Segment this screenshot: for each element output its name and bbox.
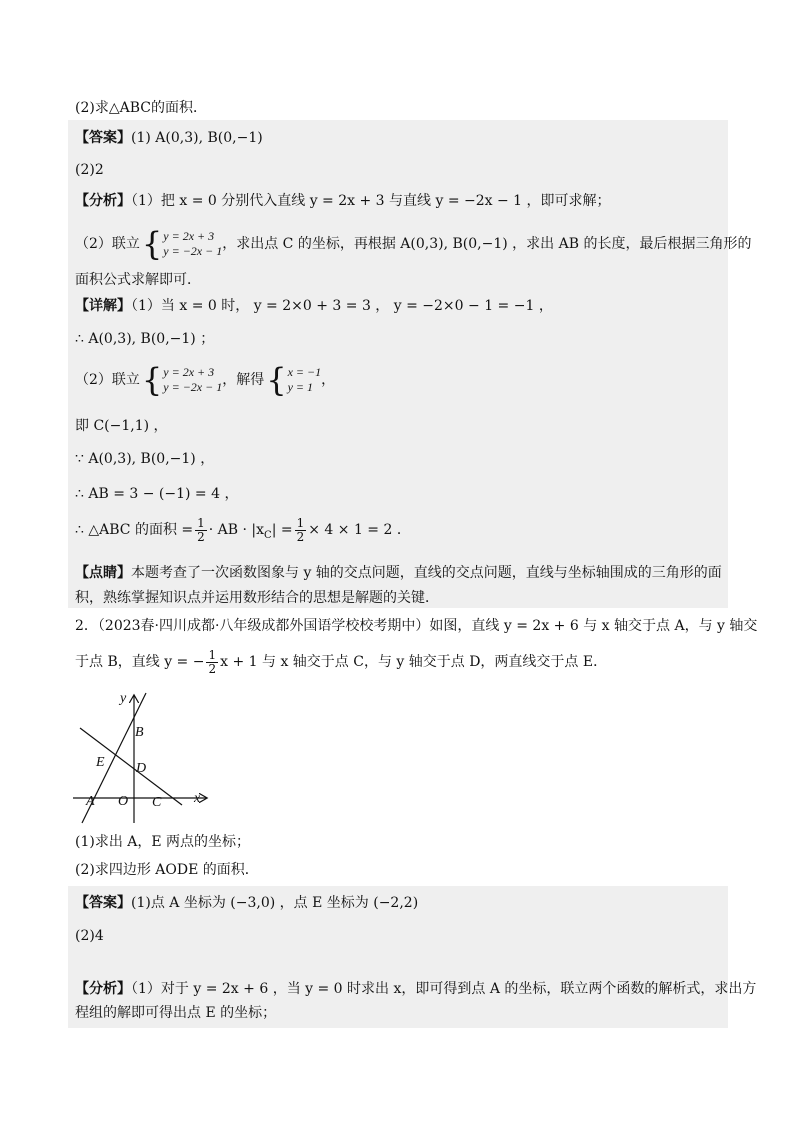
analysis-1-pre: （2）联立 bbox=[75, 236, 140, 252]
detail-1-line-2: ∴ A(0,3), B(0,−1) ； bbox=[75, 331, 215, 347]
answer-2-text: (1)点 A 坐标为 (−3,0) ，点 E 坐标为 (−2,2) bbox=[131, 895, 419, 911]
answer-2-line-2: (2)4 bbox=[75, 928, 104, 944]
comment-1-line-1 bbox=[75, 563, 722, 583]
coordinate-figure bbox=[68, 688, 228, 828]
answer-1-line-2: (2)2 bbox=[75, 162, 104, 178]
analysis-1-line-2: （2）联立{ y = 2x + 3 y = −2x − 1 ，求出点 C 的坐标，再根据 A(0,3), B(0,−1) ，求出 AB 的长度，最后根据三角形的 bbox=[75, 225, 752, 263]
answer-label: 【答案】 bbox=[75, 130, 131, 146]
point-origin-label: O bbox=[118, 794, 129, 809]
point-A-label: A bbox=[86, 794, 95, 809]
question-2-line-1: 2．（2023春·四川成都·八年级成都外国语学校校考期中）如图，直线 y = 2x + 6 与 x 轴交于点 A，与 y 轴交 bbox=[75, 618, 758, 634]
fraction-half-q2: $\frac{1}{2}$ bbox=[208, 647, 217, 676]
area-label: ∴ △ABC 的面积 = bbox=[75, 522, 194, 538]
prev-part-2: (2)求△ABC的面积． bbox=[75, 100, 207, 116]
detail-1-line-5: ∵ A(0,3), B(0,−1) ， bbox=[75, 451, 215, 467]
analysis-2-line-2: 程组的解即可得出点 E 的坐标； bbox=[75, 1005, 277, 1021]
analysis-2-text-1: （1）对于 y = 2x + 6 ，当 y = 0 时求出 x，即可得到点 A 的坐标，联立两个函数的解析式，求出方 bbox=[131, 981, 757, 997]
point-E-label: E bbox=[96, 755, 105, 770]
answer-2-label: 【答案】 bbox=[75, 895, 131, 911]
detail-1-line-4: 即 C(−1,1) ， bbox=[75, 418, 168, 434]
fraction-half: $\frac{1}{2}$ bbox=[197, 515, 205, 544]
answer-1-line-1 bbox=[75, 128, 263, 148]
analysis-1-text-1: （1）把 x = 0 分别代入直线 y = 2x + 3 与直线 y = −2x − 1 ，即可求解； bbox=[131, 193, 611, 209]
solve-word: ，解得 bbox=[222, 372, 265, 388]
question-2-part-2: (2)求四边形 AODE 的面积． bbox=[75, 862, 259, 878]
point-D-label: D bbox=[136, 761, 147, 776]
equation-system: y = 2x + 3 y = −2x − 1 bbox=[163, 229, 223, 258]
comment-1-text-1: 本题考查了一次函数图象与 y 轴的交点问题，直线的交点问题，直线与坐标轴围成的三角形的面 bbox=[131, 565, 722, 581]
analysis-2-label: 【分析】 bbox=[75, 981, 131, 997]
answer-1-text: (1) A(0,3), B(0,−1) bbox=[131, 130, 263, 146]
detail-label: 【详解】 bbox=[75, 298, 131, 314]
detail-1-line-7: ∴ △ABC 的面积 = $\frac{1}{2}$ · AB · $|x_C|$ = $\frac{1}{2}$ × 4 × 1 = 2 ． bbox=[75, 515, 411, 544]
detail-1-pre: （2）联立 bbox=[75, 372, 140, 388]
analysis-label: 【分析】 bbox=[75, 193, 131, 209]
y-axis-label: y bbox=[120, 691, 127, 706]
analysis-1-line-1 bbox=[75, 191, 611, 211]
solution-system: x = −1 y = 1 bbox=[287, 365, 322, 394]
equation-system-2: y = 2x + 3 y = −2x − 1 bbox=[163, 365, 223, 394]
detail-1-text-1: （1）当 x = 0 时， y = 2×0 + 3 = 3 ， y = −2×0 − 1 = −1 ， bbox=[131, 298, 553, 314]
point-B-label: B bbox=[135, 725, 144, 740]
comment-label: 【点睛】 bbox=[75, 565, 131, 581]
answer-2-line-1 bbox=[75, 893, 418, 913]
detail-1-line-3: （2）联立{ y = 2x + 3 y = −2x − 1 ，解得{ x = −1 y = 1 ， bbox=[75, 361, 336, 399]
fraction-half-2: $\frac{1}{2}$ bbox=[296, 515, 305, 544]
point-C-label: C bbox=[152, 795, 162, 810]
question-2-line-2: 于点 B，直线 y = − $\frac{1}{2}$ x + 1 与 x 轴交于点 C，与 y 轴交于点 D，两直线交于点 E． bbox=[75, 647, 608, 676]
analysis-2-line-1 bbox=[75, 979, 756, 999]
question-2-part-1: (1)求出 A，E 两点的坐标； bbox=[75, 834, 251, 850]
x-axis-label: x bbox=[194, 791, 201, 806]
analysis-1-line-3: 面积公式求解即可． bbox=[75, 272, 201, 288]
detail-1-line-1 bbox=[75, 296, 553, 316]
comment-1-line-2: 积，熟练掌握知识点并运用数形结合的思想是解题的关键． bbox=[75, 590, 439, 606]
detail-1-line-6: ∴ AB = 3 − (−1) = 4 ， bbox=[75, 486, 239, 502]
analysis-1-post: ，求出点 C 的坐标，再根据 A(0,3), B(0,−1) ，求出 AB 的长度，最后根据三角形的 bbox=[222, 236, 752, 252]
